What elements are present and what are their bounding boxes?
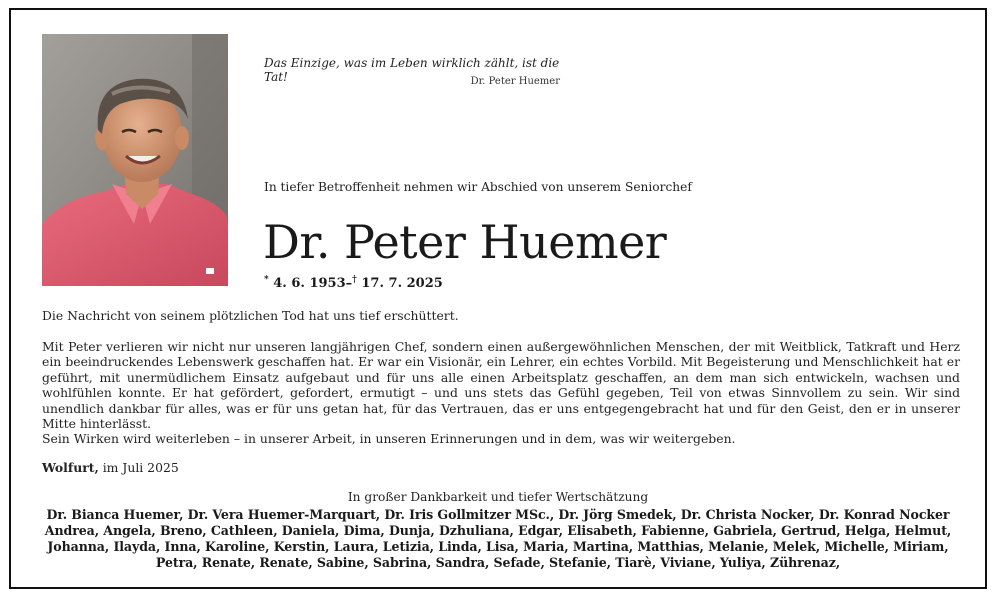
paragraph-1: Die Nachricht von seinem plötzlichen Tod hat uns tief erschüttert. <box>42 308 459 323</box>
mourners-line: Johanna, Ilayda, Inna, Karoline, Kerstin, Laura, Letizia, Linda, Lisa, Maria, Martina, Matthias, Melanie, Melek, Michelle, Miriam, <box>47 539 949 554</box>
quote-text: Das Einzige, was im Leben wirklich zählt, ist die Tat! <box>264 56 560 84</box>
place-town: Wolfurt, <box>42 460 99 475</box>
mourners-line: Petra, Renate, Renate, Sabine, Sabrina, Sandra, Sefade, Stefanie, Tiarè, Viviane, Yuliya, Zührenaz, <box>155 555 841 570</box>
birth-date: 4. 6. 1953 <box>273 276 346 291</box>
life-dates <box>264 276 443 291</box>
intro-text: In tiefer Betroffenheit nehmen wir Abschied von unserem Seniorchef <box>264 180 692 194</box>
obituary-card <box>9 8 987 589</box>
death-mark: † <box>352 275 357 285</box>
deceased-name: Dr. Peter Huemer <box>263 215 667 269</box>
date-separator: – <box>345 276 353 291</box>
place-month: im Juli 2025 <box>98 460 179 475</box>
paragraph-2: Mit Peter verlieren wir nicht nur unseren langjährigen Chef, sondern einen außergewöhnlichen Menschen, der mit Weitblick, Tatkraft und Herz ein beeindruckendes Lebenswerk geschaffen hat. Er war ein Visionär, ein Lehrer, ein echtes Vorbild. Mit Begeisterung und Menschlichkeit hat er geführt, mit unermüdlichem Einsatz aufgebaut und für uns alle einen Arbeitsplatz geschaffen, an dem man sich entwickeln, wachsen und wohlfühlen konnte. Er hat gefördert, gefordert, ermutigt – und uns stets das Gefühl gegeben, Teil von etwas Sinnvollem zu sein. Wir sind unendlich dankbar für alles, was er für uns getan hat, für das Vertrauen, das er uns entgegengebracht hat und für den Geist, den er in unserer Mitte hinterlässt. <box>42 339 960 432</box>
birth-mark: * <box>264 275 269 285</box>
mourners-line: Andrea, Angela, Breno, Cathleen, Daniela, Dima, Dunja, Dzhuliana, Edgar, Elisabeth, Fabienne, Gabriela, Gertrud, Helga, Helmut, <box>44 523 952 538</box>
thanks-line: In großer Dankbarkeit und tiefer Wertschätzung <box>347 490 649 504</box>
place-date <box>42 460 179 475</box>
portrait-photo <box>42 34 228 286</box>
mourners-list <box>11 507 985 571</box>
quote-author: Dr. Peter Huemer <box>470 76 560 87</box>
death-date: 17. 7. 2025 <box>361 276 443 291</box>
paragraph-3: Sein Wirken wird weiterleben – in unserer Arbeit, in unseren Erinnerungen und in dem, was wir weitergeben. <box>42 431 736 446</box>
mourners-line: Dr. Bianca Huemer, Dr. Vera Huemer-Marquart, Dr. Iris Gollmitzer MSc., Dr. Jörg Smedek, Dr. Christa Nocker, Dr. Konrad Nocker <box>46 507 950 522</box>
